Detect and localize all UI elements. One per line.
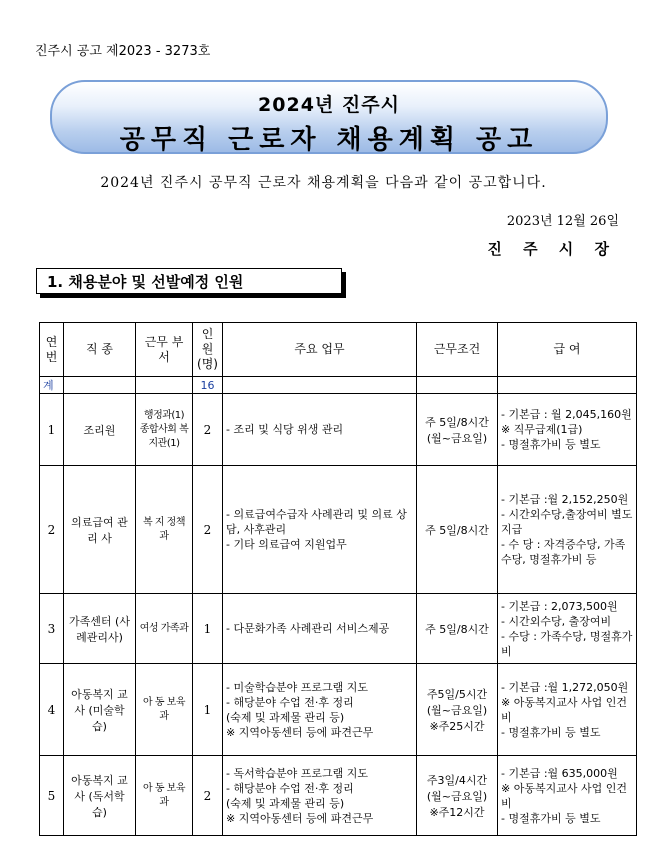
cell-pay-line: - 시간외수당,출장여비 별도지급 <box>501 508 633 536</box>
cell-conditions-line: ※주12시간 <box>429 805 485 819</box>
title-year: 2024년 진주시 <box>258 94 400 116</box>
col-header-count: 인원 (명) <box>193 323 223 377</box>
cell-duties-line: - 독서학습분야 프로그램 지도 <box>226 766 368 780</box>
table-row <box>40 466 637 594</box>
cell-pay-line: ※ 아동복지교사 사업 인건비 <box>501 781 627 810</box>
col-header-pay: 급 여 <box>498 323 637 377</box>
cell-duties <box>223 756 417 836</box>
table-row <box>40 394 637 466</box>
cell-job: 가족센터 (사례관리사) <box>64 594 136 664</box>
cell-count: 2 <box>193 756 223 836</box>
cell-duties-line: ※ 지역아동센터 등에 파견근무 <box>226 811 374 825</box>
cell-conditions-line: 주 5일/8시간 <box>425 523 489 537</box>
cell-pay <box>498 394 637 466</box>
cell-job: 의료급여 관 리 사 <box>64 466 136 594</box>
cell-job: 조리원 <box>64 394 136 466</box>
cell-conditions-line: (월~금요일) <box>426 431 488 445</box>
cell-pay <box>498 594 637 664</box>
cell-duties-line: (숙제 및 과제물 관리 등) <box>226 710 345 724</box>
cell-pay-line: - 기본급 : 월 2,045,160원 <box>501 408 632 421</box>
cell-pay-line: - 명절휴가비 등 별도 <box>501 438 601 451</box>
issuer: 진 주 시 장 <box>487 240 617 258</box>
cell-conditions <box>417 594 498 664</box>
cell-pay <box>498 756 637 836</box>
cell-dept: 아 동 보육과 <box>136 664 193 756</box>
cell-dept: 행정과(1) 종합사회 복지관(1) <box>136 394 193 466</box>
cell-duties <box>223 466 417 594</box>
cell-count: 1 <box>193 664 223 756</box>
total-count: 16 <box>193 377 223 394</box>
cell-no: 2 <box>40 466 64 594</box>
cell-conditions-line: ※주25시간 <box>429 719 485 733</box>
section-title: 1. 채용분야 및 선발예정 인원 <box>36 268 342 294</box>
table-header-row <box>40 323 637 377</box>
cell-conditions-line: 주 5일/8시간 <box>425 415 489 429</box>
recruitment-table <box>39 322 637 836</box>
cell-count: 2 <box>193 394 223 466</box>
cell-pay <box>498 466 637 594</box>
cell-pay-line: - 기본급 :월 1,272,050원 <box>501 680 629 694</box>
cell-conditions-line: (월~금요일) <box>426 789 488 803</box>
cell-duties <box>223 594 417 664</box>
cell-duties-line: - 해당분야 수업 전·후 정리 <box>226 781 354 795</box>
cell-pay-line: ※ 직무급제(1급) <box>501 423 583 436</box>
cell-pay-line: - 명절휴가비 등 별도 <box>501 725 601 739</box>
cell-duties-line: - 해당분야 수업 전·후 정리 <box>226 695 354 709</box>
cell-dept: 아 동 보육과 <box>136 756 193 836</box>
cell-pay-line: - 시간외수당, 출장여비 <box>501 614 612 628</box>
table-row <box>40 756 637 836</box>
cell-pay-line: - 기본급 : 2,073,500원 <box>501 599 618 613</box>
cell-no: 5 <box>40 756 64 836</box>
col-header-conditions: 근무조건 <box>417 323 498 377</box>
cell-job: 아동복지 교 사 (독서학습) <box>64 756 136 836</box>
table-row <box>40 594 637 664</box>
cell-no: 4 <box>40 664 64 756</box>
cell-conditions <box>417 394 498 466</box>
cell-conditions <box>417 664 498 756</box>
cell-duties-line: ※ 지역아동센터 등에 파견근무 <box>226 725 374 739</box>
cell-pay-line: - 수당 : 가족수당, 명절휴가비 <box>501 629 633 658</box>
cell-conditions-line: 주5일/5시간 <box>426 687 488 701</box>
cell-dept: 복 지 정책과 <box>136 466 193 594</box>
cell-duties-line: - 미술학습분야 프로그램 지도 <box>226 680 368 694</box>
cell-conditions <box>417 466 498 594</box>
notice-date: 2023년 12월 26일 <box>506 214 619 229</box>
cell-conditions-line: 주 5일/8시간 <box>425 622 489 636</box>
cell-no: 1 <box>40 394 64 466</box>
cell-conditions <box>417 756 498 836</box>
cell-count: 1 <box>193 594 223 664</box>
cell-pay-line: ※ 아동복지교사 사업 인건비 <box>501 695 627 724</box>
cell-duties-line: - 다문화가족 사례관리 서비스제공 <box>226 622 390 635</box>
cell-duties <box>223 664 417 756</box>
cell-pay-line: - 수 당 : 자격증수당, 가족수당, 명절휴가비 등 <box>501 538 626 566</box>
cell-dept: 여성 가족과 <box>136 594 193 664</box>
cell-duties-line: - 조리 및 식당 위생 관리 <box>226 423 344 436</box>
cell-pay-line: - 기본급 :월 635,000원 <box>501 766 618 780</box>
title-banner <box>50 80 608 154</box>
col-header-job: 직 종 <box>64 323 136 377</box>
col-header-no: 연번 <box>40 323 64 377</box>
cell-conditions-line: (월~금요일) <box>426 703 488 717</box>
cell-count: 2 <box>193 466 223 594</box>
cell-duties-line: - 기타 의료급여 지원업무 <box>226 538 347 551</box>
total-row <box>40 377 637 394</box>
cell-no: 3 <box>40 594 64 664</box>
cell-conditions-line: 주3일/4시간 <box>426 773 488 787</box>
cell-job: 아동복지 교 사 (미술학습) <box>64 664 136 756</box>
page-title: 공무직 근로자 채용계획 공고 <box>119 125 539 155</box>
cell-pay <box>498 664 637 756</box>
intro-text: 2024년 진주시 공무직 근로자 채용계획을 다음과 같이 공고합니다. <box>100 175 547 191</box>
col-header-duties: 주요 업무 <box>223 323 417 377</box>
cell-pay-line: - 명절휴가비 등 별도 <box>501 811 601 825</box>
col-header-dept: 근무 부서 <box>136 323 193 377</box>
table-row <box>40 664 637 756</box>
cell-duties-line: (숙제 및 과제물 관리 등) <box>226 796 345 810</box>
cell-duties <box>223 394 417 466</box>
cell-pay-line: - 기본급 :월 2,152,250원 <box>501 493 629 506</box>
notice-number: 진주시 공고 제2023 - 3273호 <box>35 44 211 59</box>
total-label: 계 <box>40 377 64 394</box>
cell-duties-line: - 의료급여수급자 사례관리 및 의료 상담, 사후관리 <box>226 508 407 536</box>
